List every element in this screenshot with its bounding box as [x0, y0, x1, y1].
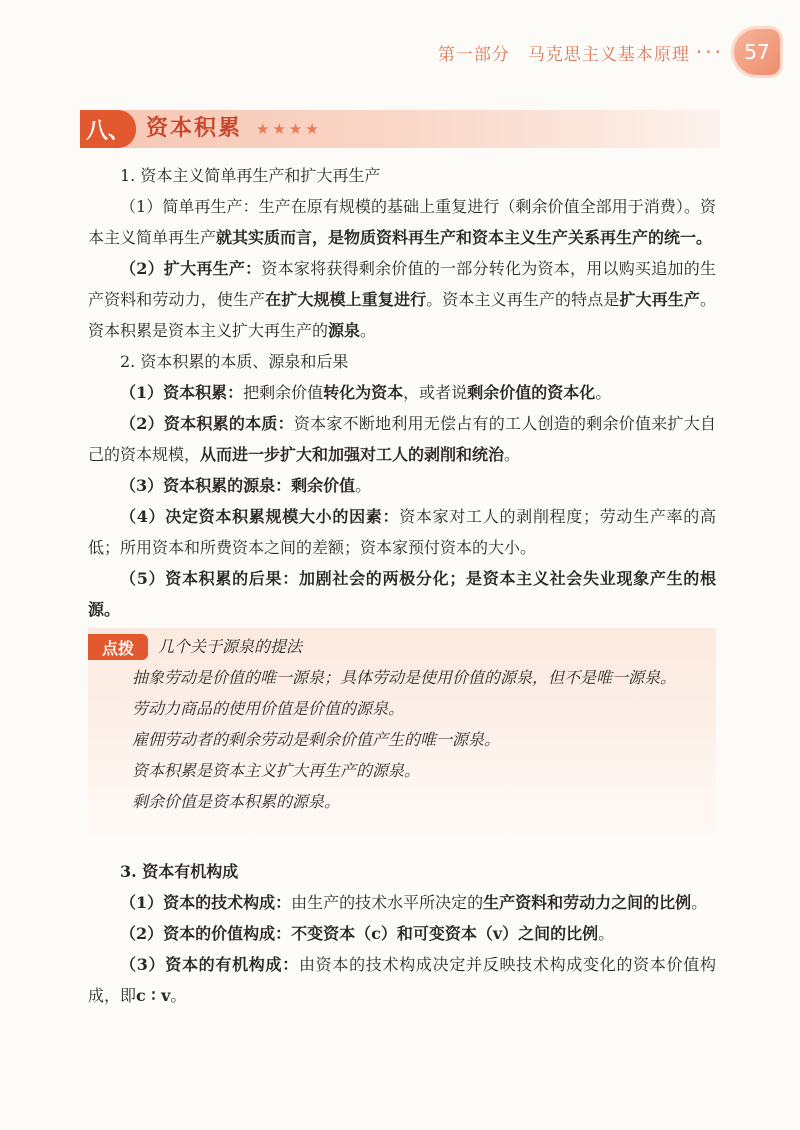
paragraph-3-3: （3）资本的有机构成：由资本的技术构成决定并反映技术构成变化的资本价值构成，即c ∶ v。: [88, 955, 716, 1005]
header-dots: ···: [695, 40, 724, 64]
tip-line: 剩余价值是资本积累的源泉。: [132, 792, 341, 811]
paragraph-2-1: （1）资本积累：把剩余价值转化为资本，或者说剩余价值的资本化。: [120, 383, 612, 402]
importance-stars: ★★★★: [256, 120, 322, 138]
heading-2: 2. 资本积累的本质、源泉和后果: [120, 352, 349, 371]
paragraph-3-2: （2）资本的价值构成：不变资本（c）和可变资本（v）之间的比例。: [120, 924, 615, 943]
tip-line: 劳动力商品的使用价值是价值的源泉。: [132, 699, 405, 718]
paragraph-1-1: （1）简单再生产：生产在原有规模的基础上重复进行（剩余价值全部用于消费）。资本主义简单再生产就其实质而言，是物质资料再生产和资本主义生产关系再生产的统一。: [88, 197, 716, 247]
section-number: 八、: [80, 110, 136, 148]
main-content: [88, 160, 716, 625]
paragraph-3-1: （1）资本的技术构成：由生产的技术水平所决定的生产资料和劳动力之间的比例。: [120, 893, 708, 912]
paragraph-2-5: （5）资本积累的后果：加剧社会的两极分化；是资本主义社会失业现象产生的根源。: [88, 569, 716, 619]
tip-body: [100, 662, 706, 817]
tip-box: [88, 628, 716, 842]
paragraph-2-3: （3）资本积累的源泉：剩余价值。: [120, 476, 372, 495]
paragraph-2-4: （4）决定资本积累规模大小的因素：资本家对工人的剥削程度；劳动生产率的高低；所用资本和所费资本之间的差额；资本家预付资本的大小。: [88, 507, 716, 557]
section-title: 资本积累: [146, 116, 243, 141]
heading-3: 3. 资本有机构成: [120, 862, 239, 881]
tip-line: 抽象劳动是价值的唯一源泉；具体劳动是使用价值的源泉，但不是唯一源泉。: [132, 668, 677, 687]
tip-line: 资本积累是资本主义扩大再生产的源泉。: [132, 761, 421, 780]
tip-line: 雇佣劳动者的剩余劳动是剩余价值产生的唯一源泉。: [132, 730, 501, 749]
heading-1: 1. 资本主义简单再生产和扩大再生产: [120, 166, 381, 185]
section-banner: [80, 110, 720, 148]
running-header: [380, 26, 780, 78]
tip-label: 点拨: [88, 634, 148, 660]
paragraph-1-2: （2）扩大再生产：资本家将获得剩余价值的一部分转化为资本，用以购买追加的生产资料和劳动力，使生产在扩大规模上重复进行。资本主义再生产的特点是扩大再生产。资本积累是资本主义扩大再生产的源泉。: [88, 259, 716, 340]
page-number: 57: [734, 29, 780, 75]
paragraph-2-2: （2）资本积累的本质：资本家不断地利用无偿占有的工人创造的剩余价值来扩大自己的资本规模，从而进一步扩大和加强对工人的剥削和统治。: [88, 414, 716, 464]
tip-title: 几个关于源泉的提法: [158, 637, 303, 656]
header-title: 第一部分 马克思主义基本原理: [437, 44, 690, 65]
section-3-content: [88, 856, 716, 1011]
